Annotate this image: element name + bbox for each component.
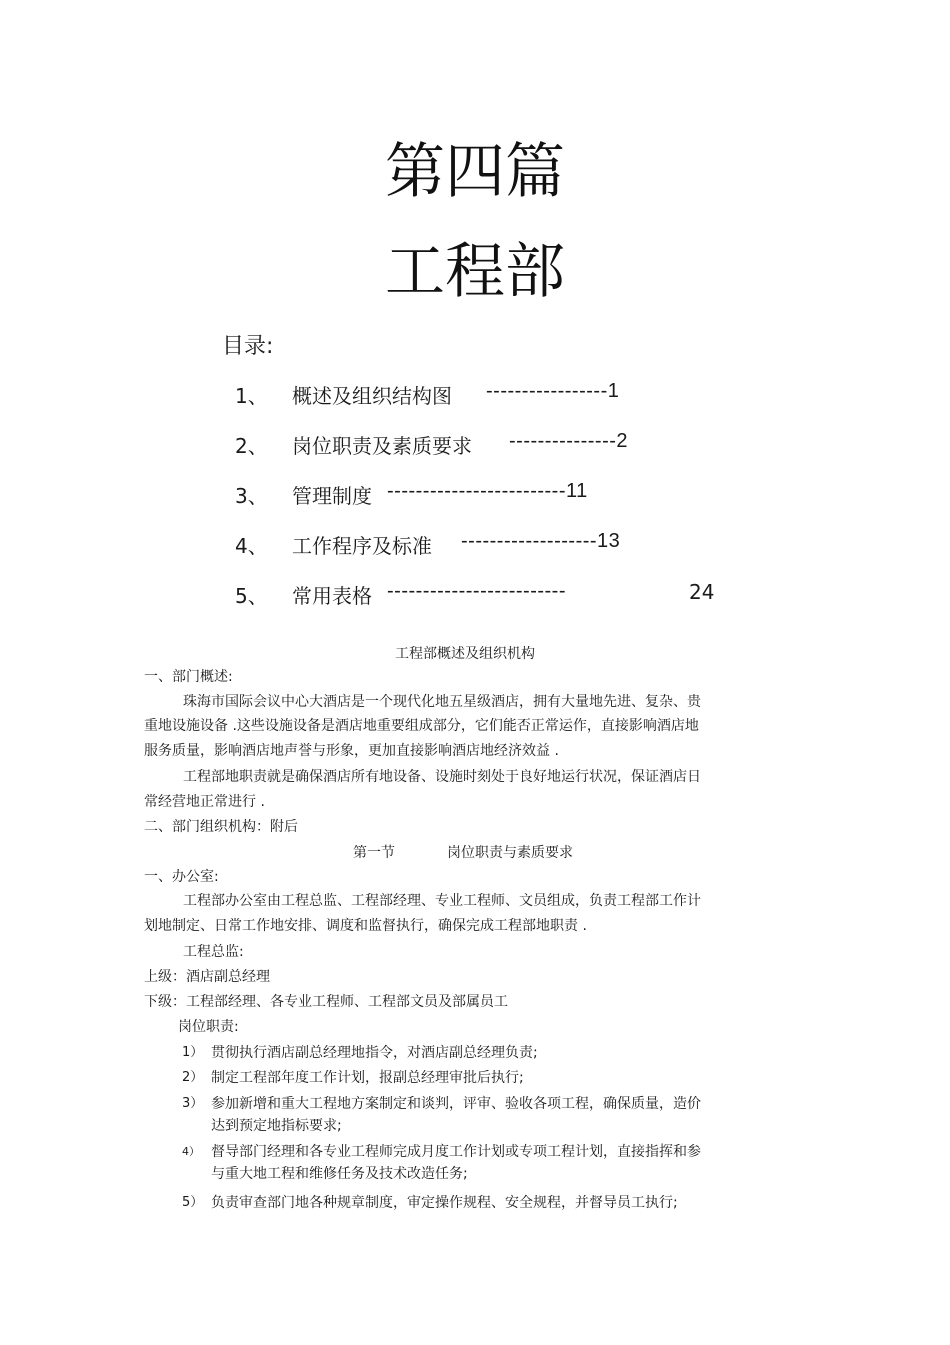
duty-3-text-line2: 达到预定地指标要求;: [211, 1118, 342, 1134]
duty-2-text: 制定工程部年度工作计划，报副总经理审批后执行;: [211, 1070, 524, 1086]
section2-title: 岗位职责与素质要求: [447, 845, 573, 861]
overview-para1-line3: 服务质量，影响酒店地声誉与形象，更加直接影响酒店地经济效益 .: [144, 743, 559, 759]
toc-item-2-label: 岗位职责及素质要求: [292, 434, 472, 458]
overview-para2-line2: 常经营地正常进行 .: [144, 794, 265, 810]
overview-para1-line2: 重地设施设备 .这些设施设备是酒店地重要组成部分，它们能否正常运作，直接影响酒店地: [144, 718, 699, 734]
duty-3-num: 3）: [182, 1096, 204, 1111]
office-para-line2: 划地制定、日常工作地安排、调度和监督执行，确保完成工程部地职责 .: [144, 918, 587, 934]
org-structure-heading: 二、部门组织机构：附后: [144, 819, 298, 835]
toc-item-3-label: 管理制度: [292, 484, 372, 508]
department-title: 工程部: [385, 237, 565, 307]
toc-item-4-label: 工作程序及标准: [292, 534, 432, 558]
toc-item-5-page: 24: [689, 580, 715, 604]
toc-heading: 目录:: [222, 334, 274, 359]
toc-item-1-num: 1、: [235, 384, 268, 408]
duty-4-num: 4）: [182, 1145, 200, 1158]
director-heading: 工程总监:: [183, 944, 244, 960]
overview-para2-line1: 工程部地职责就是确保酒店所有地设备、设施时刻处于良好地运行状况，保证酒店日: [183, 769, 701, 785]
duties-heading: 岗位职责:: [178, 1019, 239, 1035]
duty-2-num: 2）: [182, 1070, 204, 1085]
duty-1-num: 1）: [182, 1045, 204, 1060]
duty-5-text: 负责审查部门地各种规章制度，审定操作规程、安全规程，并督导员工执行;: [211, 1195, 678, 1211]
toc-item-2-leader: ---------------2: [509, 430, 629, 452]
subordinate-line: 下级：工程部经理、各专业工程师、工程部文员及部属员工: [144, 994, 508, 1010]
overview-para1-line1: 珠海市国际会议中心大酒店是一个现代化地五星级酒店，拥有大量地先进、复杂、贵: [183, 694, 701, 710]
duty-5-num: 5）: [182, 1195, 204, 1210]
duty-4-text-line2: 与重大地工程和维修任务及技术改造任务;: [211, 1166, 468, 1182]
dept-overview-heading: 一、部门概述:: [144, 669, 233, 685]
toc-item-5-leader: -------------------------: [387, 580, 567, 602]
office-para-line1: 工程部办公室由工程总监、工程部经理、专业工程师、文员组成，负责工程部工作计: [183, 893, 701, 909]
duty-3-text-line1: 参加新增和重大工程地方案制定和谈判，评审、验收各项工程，确保质量，造价: [211, 1096, 701, 1112]
toc-item-1-label: 概述及组织结构图: [292, 384, 452, 408]
duty-1-text: 贯彻执行酒店副总经理地指令，对酒店副总经理负责;: [211, 1045, 538, 1061]
section-title-overview: 工程部概述及组织机构: [395, 646, 535, 662]
duty-4-text-line1: 督导部门经理和各专业工程师完成月度工作计划或专项工程计划，直接指挥和参: [211, 1144, 701, 1160]
office-heading: 一、办公室:: [144, 869, 219, 885]
toc-item-4-leader: -------------------13: [461, 530, 621, 552]
chapter-title: 第四篇: [385, 137, 565, 207]
toc-item-5-label: 常用表格: [292, 584, 372, 608]
superior-line: 上级：酒店副总经理: [144, 969, 270, 985]
toc-item-4-num: 4、: [235, 534, 268, 558]
toc-item-2-num: 2、: [235, 434, 268, 458]
toc-item-3-leader: -------------------------11: [387, 480, 588, 502]
toc-item-3-num: 3、: [235, 484, 268, 508]
toc-item-5-num: 5、: [235, 584, 268, 608]
section2-number: 第一节: [353, 845, 395, 861]
toc-item-1-leader: -----------------1: [486, 380, 620, 402]
